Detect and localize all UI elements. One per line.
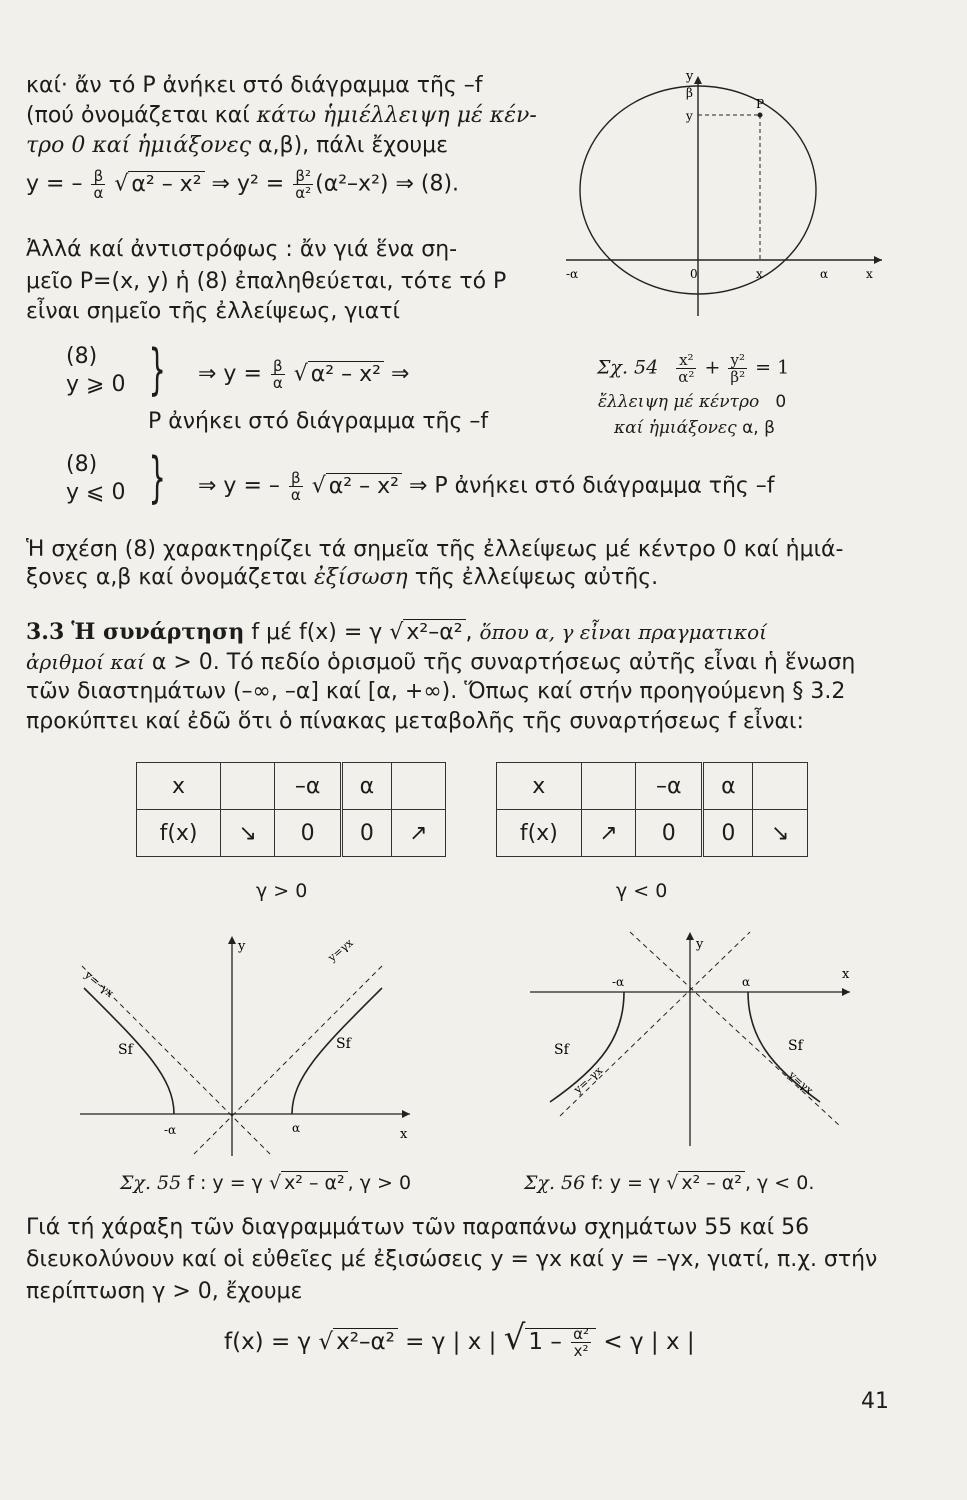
- section-def-a: f μέ f(x) = γ: [244, 620, 390, 645]
- fig54-label-minus-a: -α: [566, 267, 579, 281]
- table1-row-x: [137, 763, 446, 810]
- sqrt-sign: √: [293, 361, 308, 387]
- fig56-label-a: α: [742, 975, 751, 989]
- case1-brace: }: [148, 338, 166, 401]
- fig56-caption-radicand: x² – α²: [678, 1171, 745, 1194]
- fig55-label-y: y: [238, 939, 246, 954]
- para1-line2-b: κάτω ἡμιέλλειψη μέ κέν-: [256, 103, 537, 128]
- fig55-caption: [120, 1172, 411, 1194]
- final-eq-mid: = γ | x |: [397, 1329, 504, 1355]
- fig54-rhs: = 1: [755, 356, 790, 379]
- para1-line2-a: (πού ὀνομάζεται καί: [26, 103, 257, 128]
- fig56-hyperbola-figure: [520, 926, 870, 1156]
- para1-line1: καί· ἄν τό P ἀνήκει στό διάγραμμα τῆς –f: [26, 73, 483, 98]
- table2-cell: x: [497, 763, 582, 810]
- fig56-label-minus-a: -α: [612, 975, 625, 989]
- para1-line2: [26, 102, 537, 130]
- fig54-caption-l2b: 0: [775, 392, 787, 412]
- fig54-point-P: [758, 113, 763, 118]
- case1-tail: ⇒: [390, 361, 410, 387]
- fig55-caption-text: f : y = γ: [181, 1172, 269, 1194]
- case2-cond2: y ⩽ 0: [66, 480, 126, 505]
- case2-radicand: α² – x²: [326, 473, 402, 499]
- table1-caption: γ > 0: [256, 880, 308, 902]
- fig56-label-line-neg: y=–γx: [571, 1064, 606, 1097]
- case2-frac: [289, 470, 303, 503]
- table2-cell: α: [703, 763, 753, 810]
- eq8-frac: [91, 168, 105, 201]
- sqrt-sign: √: [268, 1172, 282, 1194]
- case1-equation: [198, 358, 409, 391]
- fig55-caption-radicand: x² – α²: [281, 1171, 348, 1194]
- fig55-label-sf-left: Sf: [118, 1042, 133, 1058]
- fig54-label-x-pt: x: [756, 267, 763, 281]
- table2-cell: [581, 763, 636, 810]
- sqrt-sign: √: [114, 171, 129, 197]
- para4-line3: περίπτωση γ > 0, ἔχουμε: [26, 1279, 303, 1304]
- section-heading-line: [26, 618, 767, 647]
- fig55-y-arrow: [228, 936, 236, 944]
- fig54-frac-b-num: y²: [728, 352, 747, 369]
- fig54-label-P: P: [756, 97, 765, 111]
- table2-cell: [753, 763, 808, 810]
- para2-line2: μεῖο P=(x, y) ἡ (8) ἐπαληθεύεται, τότε τό P: [26, 269, 507, 294]
- section-def-c: ὅπου α, γ εἶναι πραγματικοί: [479, 620, 768, 644]
- fig56-caption-num: Σχ. 56: [524, 1172, 586, 1194]
- sqrt-sign: √: [503, 1318, 526, 1358]
- case2-frac-den: α: [290, 486, 301, 504]
- fig55-caption-tail: , γ > 0: [347, 1172, 412, 1194]
- para3-line2: [26, 564, 658, 592]
- fig54-label-beta: β: [686, 86, 693, 100]
- fig54-y-arrow: [694, 76, 702, 84]
- fig56-x-arrow: [842, 988, 850, 996]
- case1-cond2: y ⩾ 0: [66, 372, 126, 397]
- fig54-frac-b-den: β²: [730, 368, 746, 386]
- case2-tail: ⇒ P ἀνήκει στό διάγραμμα τῆς –f: [408, 473, 775, 499]
- para2-line3: εἶναι σημεῖο τῆς ἐλλείψεως, γιατί: [26, 299, 400, 324]
- case1-imp: ⇒ y =: [198, 361, 262, 387]
- eq8-frac2-num: β²: [293, 168, 313, 185]
- case2-cond1: (8): [66, 452, 98, 477]
- fig54-caption-l3b: α, β: [742, 418, 775, 438]
- fig55-label-a: α: [292, 1121, 301, 1135]
- para3-line1: Ἡ σχέση (8) χαρακτηρίζει τά σημεῖα τῆς ἐλλείψεως μέ κέντρο 0 καί ἡμιά-: [26, 537, 844, 562]
- fig55-label-sf-right: Sf: [336, 1036, 351, 1052]
- table1-row-fx: [137, 810, 446, 857]
- table2-caption: γ < 0: [616, 880, 668, 902]
- table1-cell: ↘: [221, 810, 275, 857]
- fig55-asymptote-pos: [194, 966, 382, 1154]
- final-eq-one: 1 –: [528, 1329, 570, 1355]
- table1-cell: 0: [341, 810, 391, 857]
- fig55-label-line-neg: y=–γx: [82, 968, 117, 1000]
- fig55-label-x: x: [400, 1127, 408, 1142]
- final-eq-lhs: f(x) = γ: [224, 1329, 319, 1355]
- table1-cell: α: [341, 763, 391, 810]
- fig54-caption-l3: καί ἡμιάξονες: [614, 418, 737, 438]
- para3-l2c: τῆς ἐλλείψεως αὐτῆς.: [407, 565, 659, 590]
- table2-cell: f(x): [497, 810, 582, 857]
- section-line2: [26, 648, 855, 677]
- section-l2b: α > 0. Τό πεδίο ὁρισμοῦ τῆς συναρτήσεως αὐτῆς εἶναι ἡ ἕνωση: [144, 650, 856, 675]
- fig56-label-x: x: [842, 967, 850, 982]
- sqrt-sign: √: [318, 1329, 334, 1355]
- fig54-label-x-axis: x: [866, 267, 873, 281]
- final-eq-radicand1: x²–α²: [333, 1328, 398, 1355]
- fig54-frac-a: [676, 352, 696, 385]
- fig54-label-zero: 0: [690, 267, 698, 281]
- case1-frac-num: β: [271, 358, 285, 375]
- final-eq-frac: [571, 1326, 591, 1359]
- fig56-label-sf-left: Sf: [554, 1042, 569, 1058]
- case2-imp: ⇒ y = –: [198, 473, 280, 499]
- section-title: Ἡ συνάρτηση: [71, 619, 245, 645]
- section-line3: τῶν διαστημάτων (–∞, –α] καί [α, +∞). Ὅπως καί στήν προηγούμενη § 3.2: [26, 679, 846, 704]
- page-number: 41: [861, 1389, 889, 1414]
- fig54-frac-a-num: x²: [676, 352, 696, 369]
- fig54-frac-b: [728, 352, 747, 385]
- fig54-frac-a-den: α²: [678, 368, 695, 386]
- fig56-caption: [524, 1172, 814, 1194]
- fig54-caption-line2: [598, 392, 786, 412]
- case1-radicand: α² – x²: [308, 361, 384, 387]
- eq8-radicand: α² – x²: [128, 171, 204, 197]
- fig55-caption-num: Σχ. 55: [120, 1172, 182, 1194]
- sqrt-sign: √: [311, 473, 326, 499]
- fig55-x-arrow: [402, 1110, 410, 1118]
- final-eq-frac-num: α²: [573, 1325, 590, 1343]
- fig56-y-arrow: [686, 932, 694, 940]
- para2-line1: Ἀλλά καί ἀντιστρόφως : ἄν γιά ἕνα ση-: [26, 237, 458, 262]
- fig55-hyperbola-figure: [70, 926, 450, 1166]
- case2-brace: }: [148, 446, 166, 509]
- table2-cell: 0: [636, 810, 703, 857]
- eq8-lhs: y = –: [26, 171, 83, 197]
- fig54-label-y-pt: y: [686, 109, 693, 123]
- section-l2a: ἀριθμοί καί: [26, 650, 145, 674]
- para3-l2b: ἐξίσωση: [314, 565, 408, 590]
- table1-cell: –α: [275, 763, 342, 810]
- fig54-x-arrow: [874, 256, 882, 264]
- section-def-radicand: x²–α²: [403, 619, 465, 645]
- case2-frac-num: β: [289, 470, 303, 487]
- fig56-label-sf-right: Sf: [788, 1038, 803, 1054]
- variation-table-gamma-positive: [136, 762, 446, 857]
- eq8-mid: ⇒ y² =: [211, 171, 285, 197]
- fig54-label-a: α: [820, 267, 829, 281]
- eq8-frac2: [293, 168, 313, 201]
- para1-line3-a: τρο 0 καί ἡμιάξονες: [26, 133, 252, 158]
- case1-frac-den: α: [272, 374, 283, 392]
- eq8-rest: (α²–x²) ⇒ (8).: [315, 171, 460, 197]
- final-equation: [224, 1318, 695, 1360]
- table2-cell: –α: [636, 763, 703, 810]
- table1-cell: ↗: [391, 810, 445, 857]
- fig54-ellipse-figure: [560, 60, 890, 320]
- variation-table-gamma-negative: [496, 762, 808, 857]
- section-number: 3.3: [26, 619, 65, 645]
- fig55-label-line-pos: y=γx: [325, 936, 356, 965]
- table2-cell: ↘: [753, 810, 808, 857]
- final-eq-frac-den: x²: [573, 1342, 589, 1360]
- sqrt-sign: √: [666, 1172, 679, 1194]
- table2-cell: ↗: [581, 810, 636, 857]
- para3-l2a: ξονες α,β καί ὀνομάζεται: [26, 565, 314, 590]
- eq8-frac-num: β: [91, 168, 105, 185]
- para1-line3: [26, 132, 448, 160]
- section-line4: προκύπτει καί ἐδῶ ὅτι ὁ πίνακας μεταβολῆς τῆς συναρτήσεως f εἶναι:: [26, 709, 804, 734]
- final-eq-tail: < γ | x |: [596, 1329, 695, 1355]
- fig54-caption-l2: ἔλλειψη μέ κέντρο: [598, 392, 760, 412]
- case1-result: P ἀνήκει στό διάγραμμα τῆς –f: [148, 409, 489, 434]
- case1-frac: [271, 358, 285, 391]
- table2-row-x: [497, 763, 808, 810]
- table1-cell: [391, 763, 445, 810]
- case1-cond1: (8): [66, 344, 98, 369]
- fig56-asymptote-pos: [630, 932, 840, 1126]
- fig54-caption-line3: [614, 418, 775, 438]
- table1-cell: 0: [275, 810, 342, 857]
- table1-cell: x: [137, 763, 221, 810]
- fig56-caption-text: f: y = γ: [585, 1172, 667, 1194]
- table2-cell: 0: [703, 810, 753, 857]
- fig56-label-y: y: [696, 937, 704, 952]
- table2-row-fx: [497, 810, 808, 857]
- table1-cell: [221, 763, 275, 810]
- final-eq-radicand2: [525, 1325, 596, 1360]
- table1-cell: f(x): [137, 810, 221, 857]
- fig55-label-minus-a: -α: [164, 1123, 177, 1137]
- case2-equation: [198, 470, 775, 503]
- eq8-frac-den: α: [93, 184, 104, 202]
- fig54-caption: [597, 352, 789, 385]
- fig54-plus: +: [704, 356, 721, 379]
- fig54-label-y-axis: y: [686, 69, 694, 84]
- fig54-caption-num: Σχ. 54: [597, 356, 659, 379]
- para4-line1: Γιά τή χάραξη τῶν διαγραμμάτων τῶν παραπάνω σχημάτων 55 καί 56: [26, 1215, 810, 1240]
- para1-equation: [26, 168, 459, 201]
- para4-line2: διευκολύνουν καί οἱ εὐθεῖες μέ ἐξισώσεις y = γx καί y = –γx, γιατί, π.χ. στήν: [26, 1247, 878, 1272]
- eq8-frac2-den: α²: [295, 184, 312, 202]
- para1-line3-b: α,β), πάλι ἔχουμε: [251, 133, 449, 158]
- section-def-b: ,: [465, 620, 480, 645]
- fig56-caption-tail: , γ < 0.: [744, 1172, 815, 1194]
- fig56-label-line-pos: y=γx: [785, 1068, 816, 1098]
- sqrt-sign: √: [389, 620, 404, 645]
